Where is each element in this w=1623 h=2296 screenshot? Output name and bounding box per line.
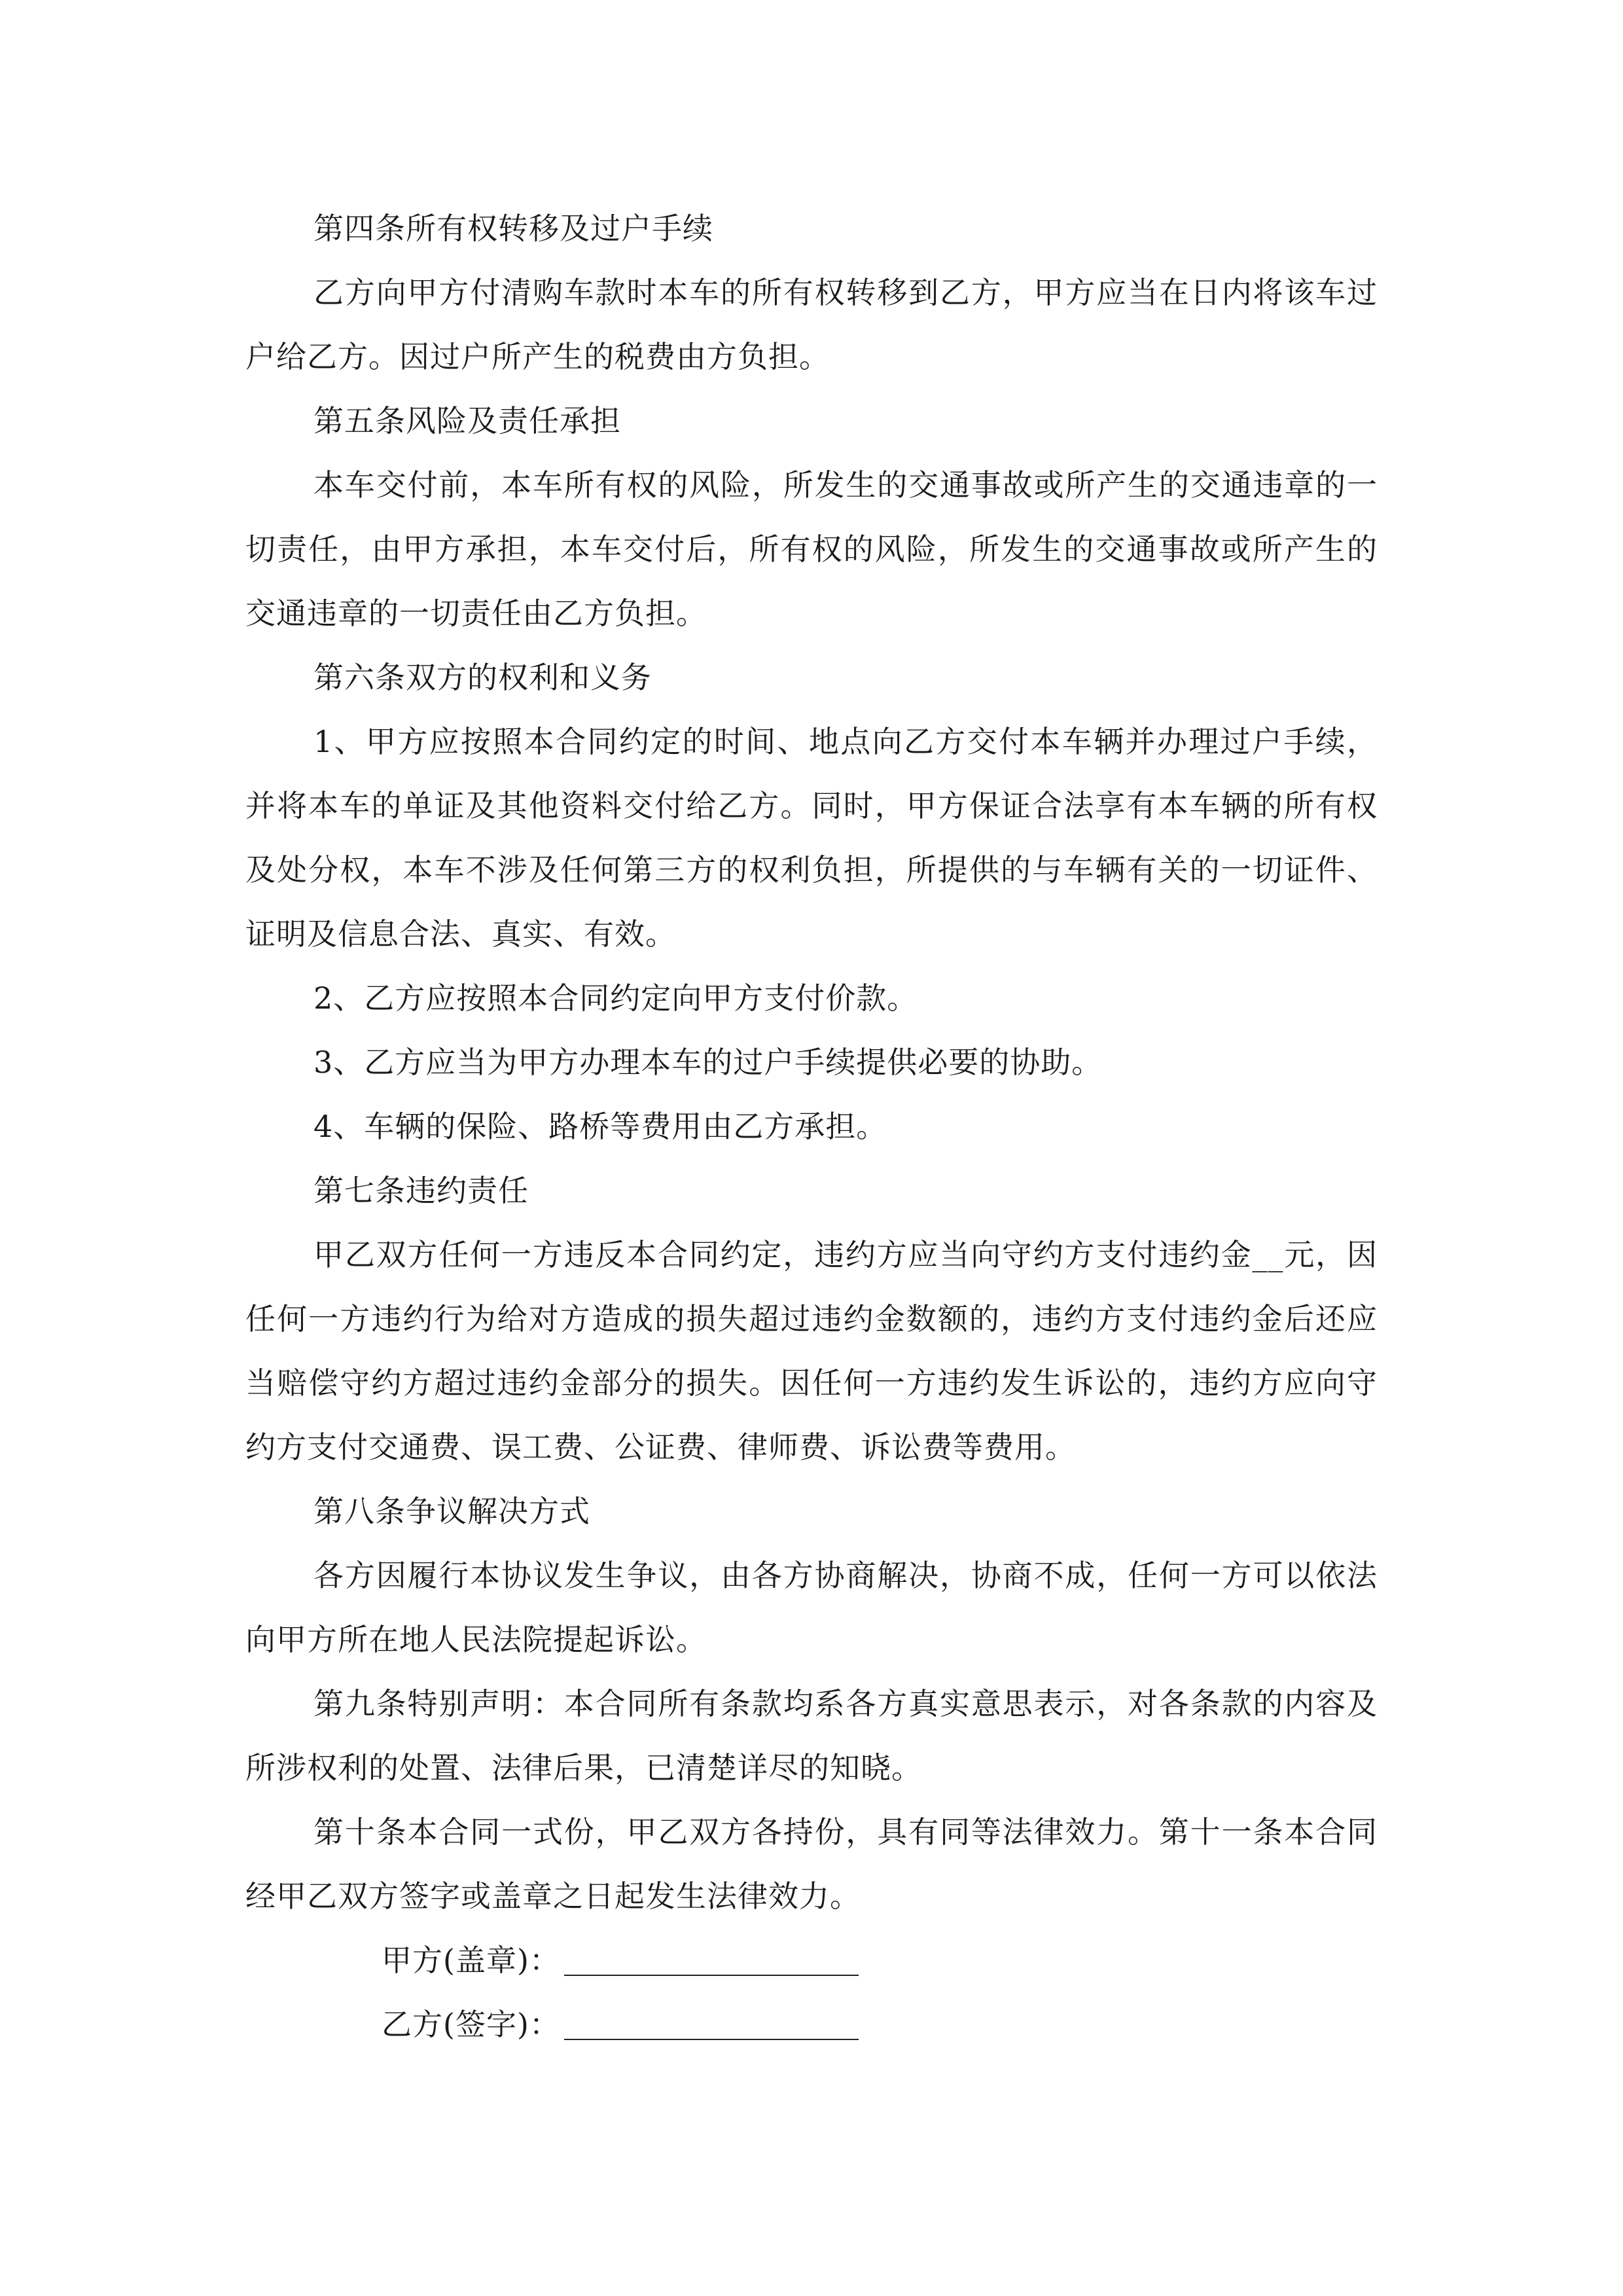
party-a-signature-line [245,1928,1378,1992]
clause-6-item-1: 1、甲方应按照本合同约定的时间、地点向乙方交付本车辆并办理过户手续，并将本车的单证及其他资料交付给乙方。同时，甲方保证合法享有本车辆的所有权及处分权，本车不涉及任何第三方的权利负担，所提供的与车辆有关的一切证件、证明及信息合法、真实、有效。 [245,724,1378,952]
clause-6-item-2: 2、乙方应按照本合同约定向甲方支付价款。 [313,980,918,1016]
clause-8-text: 各方因履行本协议发生争议，由各方协商解决，协商不成，任何一方可以依法向甲方所在地人民法院提起诉讼。 [245,1558,1378,1657]
document-body [245,196,1378,2056]
party-b-signature-blank [564,2007,859,2040]
party-b-signature-line [245,1992,1378,2056]
party-a-signature-blank [564,1943,859,1976]
clause-10-11-text: 第十条本合同一式份，甲乙双方各持份，具有同等法律效力。第十一条本合同经甲乙双方签字或盖章之日起发生法律效力。 [245,1814,1378,1914]
clause-6-item-4: 4、车辆的保险、路桥等费用由乙方承担。 [313,1109,887,1144]
clause-5-text: 本车交付前，本车所有权的风险，所发生的交通事故或所产生的交通违章的一切责任，由甲方承担，本车交付后，所有权的风险，所发生的交通事故或所产生的交通违章的一切责任由乙方负担。 [245,467,1378,631]
clause-7-text: 甲乙双方任何一方违反本合同约定，违约方应当向守约方支付违约金__元，因任何一方违约行为给对方造成的损失超过违约金数额的，违约方支付违约金后还应当赔偿守约方超过违约金部分的损失。因任何一方违约发生诉讼的，违约方应向守约方支付交通费、误工费、公证费、律师费、诉讼费等费用。 [245,1237,1378,1465]
clause-8-heading: 第八条争议解决方式 [313,1494,590,1529]
clause-7-heading: 第七条违约责任 [313,1173,529,1208]
clause-9-text: 第九条特别声明：本合同所有条款均系各方真实意思表示，对各条款的内容及所涉权利的处置、法律后果，已清楚详尽的知晓。 [245,1686,1378,1785]
party-a-label: 甲方(盖章)： [382,1943,560,1978]
clause-4-text: 乙方向甲方付清购车款时本车的所有权转移到乙方，甲方应当在日内将该车过户给乙方。因过户所产生的税费由方负担。 [245,275,1378,374]
clause-6-heading: 第六条双方的权利和义务 [313,660,652,695]
party-b-label: 乙方(签字)： [382,2007,560,2042]
clause-5-heading: 第五条风险及责任承担 [313,403,621,439]
clause-4-heading: 第四条所有权转移及过户手续 [313,211,713,246]
clause-6-item-3: 3、乙方应当为甲方办理本车的过户手续提供必要的协助。 [313,1045,1103,1080]
